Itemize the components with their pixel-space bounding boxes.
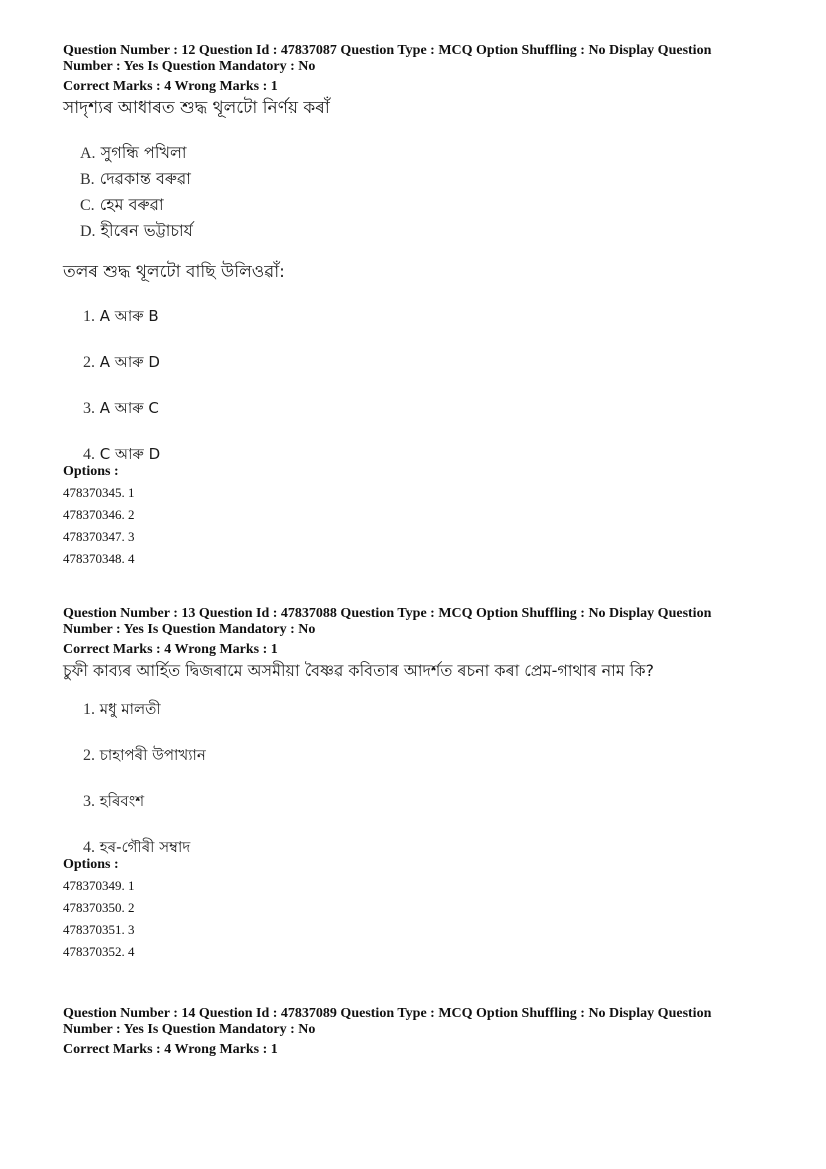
combo-1 xyxy=(63,304,763,350)
answer-combination-list xyxy=(63,304,763,466)
question-meta-line-2: Number : Yes Is Question Mandatory : No xyxy=(63,1022,316,1037)
option-id-list xyxy=(63,875,763,963)
choice-text: হেম বৰুৱা xyxy=(99,195,164,214)
choice-text: দেৱকান্ত বৰুৱা xyxy=(99,169,191,188)
combo-number: 4. xyxy=(83,839,95,856)
choice-a xyxy=(63,140,763,166)
option-id-list xyxy=(63,482,763,570)
question-meta-line-2: Number : Yes Is Question Mandatory : No xyxy=(63,59,316,74)
combo-text: চাহাপৰী উপাখ্যান xyxy=(99,746,206,764)
question-marks: Correct Marks : 4 Wrong Marks : 1 xyxy=(63,79,278,94)
choice-letter: C. xyxy=(80,197,95,214)
combo-number: 3. xyxy=(83,400,95,417)
option-id: 478370350. 2 xyxy=(63,900,135,915)
combo-text: মধু মালতী xyxy=(99,700,161,718)
combo-3 xyxy=(63,789,763,835)
combo-number: 1. xyxy=(83,308,95,325)
option-id: 478370345. 1 xyxy=(63,485,135,500)
question-meta-line-2: Number : Yes Is Question Mandatory : No xyxy=(63,622,316,637)
question-marks: Correct Marks : 4 Wrong Marks : 1 xyxy=(63,642,278,657)
combo-text: C আৰু D xyxy=(99,445,161,463)
combo-text: A আৰু D xyxy=(99,353,160,371)
combo-number: 2. xyxy=(83,747,95,764)
choice-b xyxy=(63,166,763,192)
question-meta-line-1: Question Number : 14 Question Id : 47837089 Question Type : MCQ Option Shuffling : No Display Question xyxy=(63,1006,712,1021)
question-meta-line-1: Question Number : 12 Question Id : 47837087 Question Type : MCQ Option Shuffling : No Display Question xyxy=(63,43,712,58)
question-marks: Correct Marks : 4 Wrong Marks : 1 xyxy=(63,1042,278,1057)
option-id: 478370346. 2 xyxy=(63,507,135,522)
combo-4 xyxy=(63,442,763,466)
choice-letter: A. xyxy=(80,145,96,162)
combo-4 xyxy=(63,835,763,859)
option-id: 478370347. 3 xyxy=(63,529,135,544)
options-label: Options : xyxy=(63,857,119,872)
combo-3 xyxy=(63,396,763,442)
choice-letter: D. xyxy=(80,223,96,240)
option-id: 478370351. 3 xyxy=(63,922,135,937)
choice-letter: B. xyxy=(80,171,95,188)
question-stem: সাদৃশ্যৰ আধাৰত শুদ্ধ থূলটো নিৰ্ণয় কৰাঁ xyxy=(63,98,330,118)
combo-number: 3. xyxy=(83,793,95,810)
choice-text: সুগন্ধি পখিলা xyxy=(100,143,187,162)
combo-text: A আৰু B xyxy=(99,307,159,325)
question-12 xyxy=(63,43,763,570)
combo-number: 1. xyxy=(83,701,95,718)
combo-2 xyxy=(63,350,763,396)
answer-combination-list xyxy=(63,697,763,859)
combo-number: 2. xyxy=(83,354,95,371)
options-label: Options : xyxy=(63,464,119,479)
question-14 xyxy=(63,1006,763,1058)
combo-text: হৰিবংশ xyxy=(99,792,145,810)
choice-list xyxy=(63,140,763,244)
combo-number: 4. xyxy=(83,446,95,463)
question-13 xyxy=(63,606,763,963)
combo-1 xyxy=(63,697,763,743)
question-instruction: তলৰ শুদ্ধ থূলটো বাছি উলিওৱাঁ: xyxy=(63,262,285,282)
combo-2 xyxy=(63,743,763,789)
combo-text: হৰ-গৌৰী সম্বাদ xyxy=(99,838,191,856)
option-id: 478370348. 4 xyxy=(63,551,135,566)
choice-text: হীৰেন ভট্টাচাৰ্য xyxy=(100,221,193,240)
choice-d xyxy=(63,218,763,244)
option-id: 478370349. 1 xyxy=(63,878,135,893)
choice-c xyxy=(63,192,763,218)
question-meta-line-1: Question Number : 13 Question Id : 47837088 Question Type : MCQ Option Shuffling : No Display Question xyxy=(63,606,712,621)
combo-text: A আৰু C xyxy=(99,399,159,417)
option-id: 478370352. 4 xyxy=(63,944,135,959)
question-stem: চুফী কাব্যৰ আৰ্হিত দ্বিজৰামে অসমীয়া বৈষ্ণৱ কবিতাৰ আদৰ্শত ৰচনা কৰা প্ৰেম-গাথাৰ নাম কি? xyxy=(63,661,655,680)
